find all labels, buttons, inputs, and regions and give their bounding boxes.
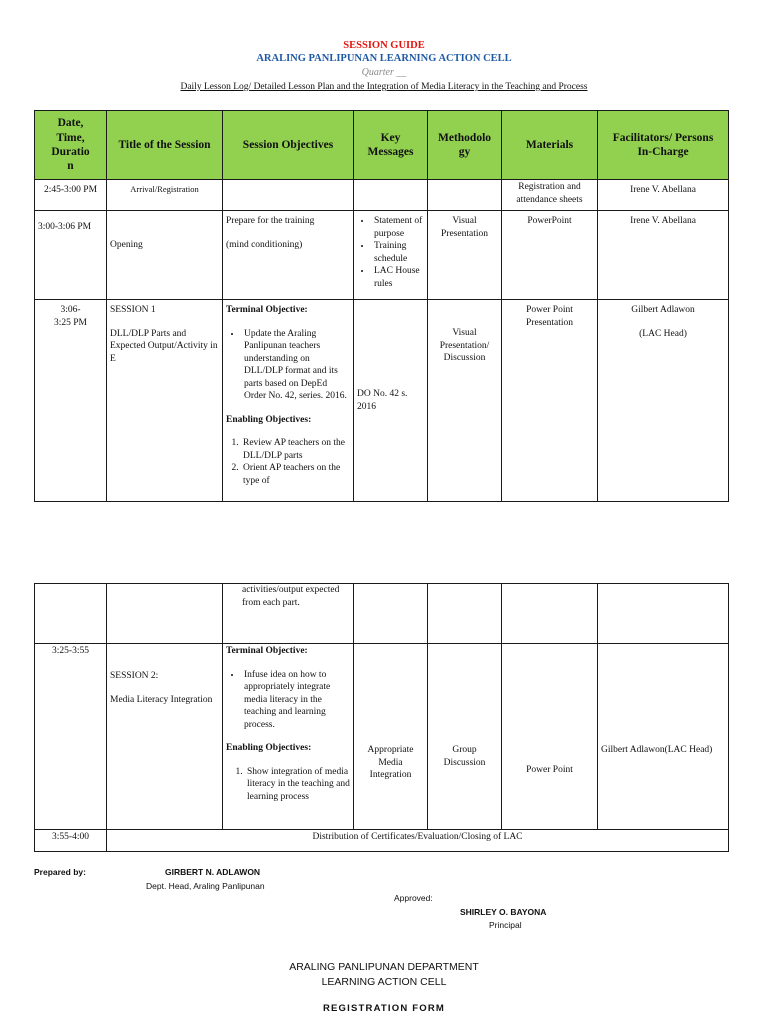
approved-by-name: SHIRLEY O. BAYONA (460, 907, 547, 917)
table-row (35, 300, 729, 502)
row-facilitator (598, 584, 729, 644)
table-header-row (35, 111, 729, 180)
row-key-messages: DO No. 42 s. 2016 (354, 300, 428, 502)
list-item: 1. Review AP teachers on the DLL/DLP parts (241, 437, 350, 462)
enabling-objectives-list (226, 766, 350, 804)
row-time: 3:00-3:06 PM (35, 211, 107, 300)
session-title: DLL/DLP Parts and Expected Output/Activity in E (110, 328, 218, 364)
facilitator-role: (LAC Head) (639, 328, 687, 339)
row-facilitator: Irene V. Abellana (598, 211, 729, 300)
row-objectives (223, 180, 354, 211)
row-title: Arrival/Registration (107, 180, 223, 211)
terminal-objective-list (226, 669, 350, 732)
row-key-messages (354, 180, 428, 211)
key-messages-list (357, 215, 424, 290)
table-row (35, 211, 729, 300)
row-materials: PowerPoint (502, 211, 598, 300)
prepared-by-label: Prepared by: (34, 867, 86, 877)
cell-name: LEARNING ACTION CELL (321, 976, 447, 988)
table-row (35, 180, 729, 211)
document-subtitle: Daily Lesson Log/ Detailed Lesson Plan and the Integration of Media Literacy in the Teaching and Process (180, 82, 588, 92)
row-title: Opening (107, 211, 223, 300)
row-time: 3:55-4:00 (35, 830, 107, 852)
col-header-objectives: Session Objectives (223, 111, 354, 180)
terminal-objective-list (226, 328, 350, 403)
col-header-methodology: Methodolo gy (428, 111, 502, 180)
col-header-key-messages: Key Messages (354, 111, 428, 180)
row-time: 3:25-3:55 (35, 644, 107, 830)
list-item: • LAC House rules (372, 265, 424, 290)
table-row (35, 584, 729, 644)
list-item: • Infuse idea on how to appropriately integrate media literacy in the teaching and learning process. (242, 669, 350, 732)
row-materials (502, 584, 598, 644)
row-methodology: Group Discussion (428, 644, 502, 830)
row-facilitator: Irene V. Abellana (598, 180, 729, 211)
row-methodology: Visual Presentation/ Discussion (428, 300, 502, 502)
session-table-page-2 (34, 583, 729, 852)
row-key-messages (354, 584, 428, 644)
list-item: 1. Show integration of media literacy in the teaching and learning process (245, 766, 350, 804)
row-time: 3:06- 3:25 PM (35, 300, 107, 502)
approved-label: Approved: (394, 893, 433, 903)
enabling-objectives-label: Enabling Objectives: (226, 743, 312, 754)
row-objectives (223, 211, 354, 300)
row-materials: Power Point Presentation (502, 300, 598, 502)
col-header-title: Title of the Session (107, 111, 223, 180)
terminal-objective-label: Terminal Objective: (226, 305, 308, 316)
enabling-objectives-label: Enabling Objectives: (226, 414, 312, 425)
approved-by-title: Principal (489, 920, 522, 930)
row-methodology (428, 180, 502, 211)
row-title (107, 584, 223, 644)
row-title (107, 644, 223, 830)
row-methodology: Visual Presentation (428, 211, 502, 300)
list-item: • Training schedule (372, 240, 424, 265)
objective-text: Prepare for the training (226, 216, 315, 227)
row-objectives (223, 300, 354, 502)
row-objectives: activities/output expected from each part. (223, 584, 354, 644)
col-header-facilitators: Facilitators/ Persons In-Charge (598, 111, 729, 180)
row-facilitator: Gilbert Adlawon(LAC Head) (598, 644, 729, 830)
facilitator-name: Gilbert Adlawon (631, 305, 695, 316)
row-materials: Registration and attendance sheets (502, 180, 598, 211)
prepared-by-name: GIRBERT N. ADLAWON (165, 867, 261, 877)
list-item: 2. Orient AP teachers on the type of (241, 462, 350, 487)
cell-title: ARALING PANLIPUNAN LEARNING ACTION CELL (256, 53, 512, 64)
row-materials: Power Point (502, 644, 598, 830)
session-title: Media Literacy Integration (110, 694, 213, 705)
row-key-messages: Appropriate Media Integration (354, 644, 428, 830)
list-item: • Update the Araling Panlipunan teachers understanding on DLL/DLP format and its parts based on DepEd Order No. 42, series. 2016. (242, 328, 350, 403)
session-guide-title: SESSION GUIDE (343, 40, 425, 51)
prepared-by-title: Dept. Head, Araling Panlipunan (146, 881, 265, 891)
col-header-date: Date, Time, Duratio n (35, 111, 107, 180)
row-title (107, 300, 223, 502)
department-name: ARALING PANLIPUNAN DEPARTMENT (289, 961, 479, 973)
session-label: SESSION 2: (110, 671, 159, 681)
session-table-page-1 (34, 110, 729, 502)
row-time: 2:45-3:00 PM (35, 180, 107, 211)
closing-activity: Distribution of Certificates/Evaluation/Closing of LAC (107, 830, 729, 852)
registration-form-title: REGISTRATION FORM (322, 1003, 446, 1014)
row-facilitator (598, 300, 729, 502)
session-label: SESSION 1 (110, 305, 156, 316)
table-row (35, 830, 729, 852)
table-row (35, 644, 729, 830)
enabling-objectives-list (226, 437, 350, 487)
row-methodology (428, 584, 502, 644)
row-time (35, 584, 107, 644)
col-header-materials: Materials (502, 111, 598, 180)
row-key-messages (354, 211, 428, 300)
quarter-label: Quarter __ (361, 67, 407, 78)
objective-text: (mind conditioning) (226, 239, 303, 250)
row-objectives (223, 644, 354, 830)
list-item: • Statement of purpose (372, 215, 424, 240)
terminal-objective-label: Terminal Objective: (226, 646, 308, 656)
